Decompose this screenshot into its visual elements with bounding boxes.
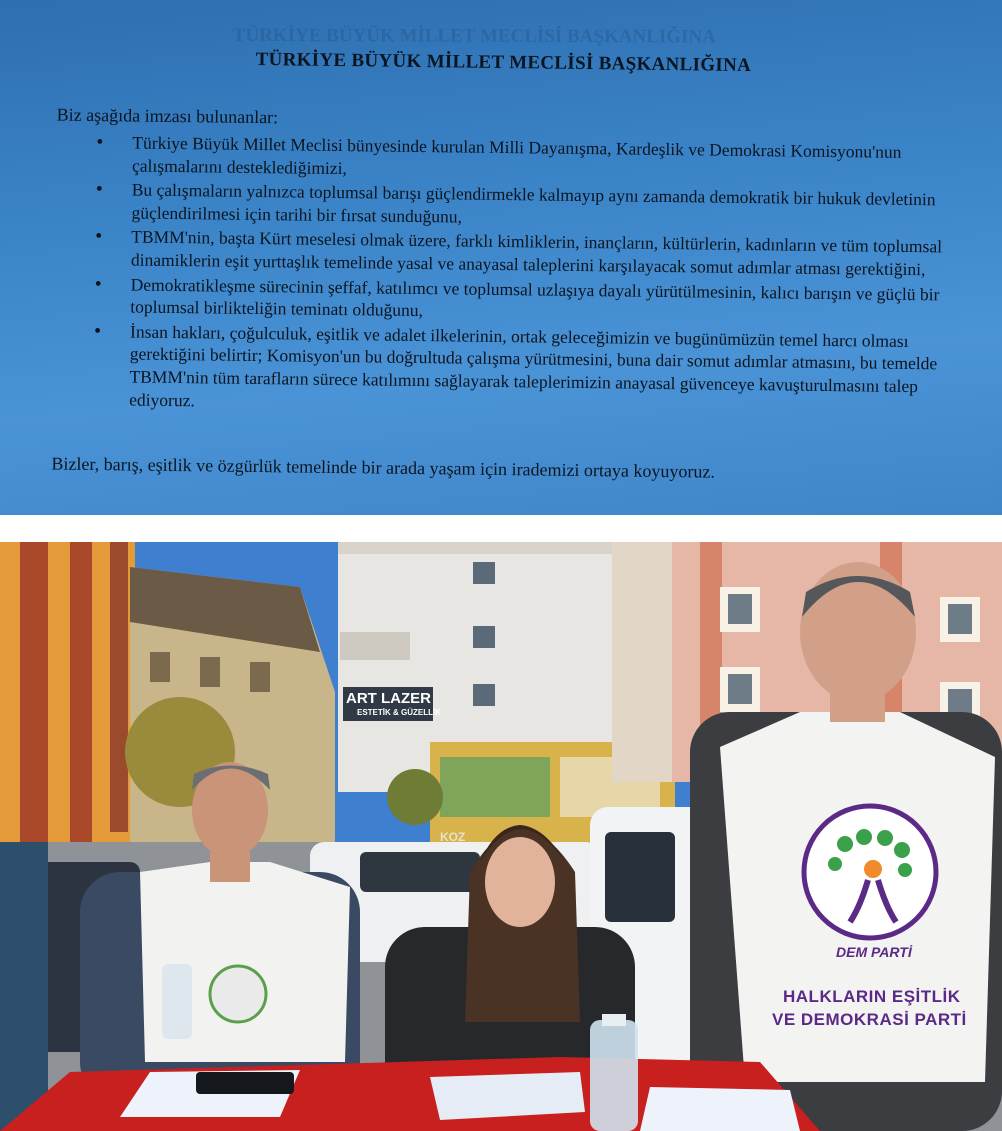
bleed-through-text: TÜRKİYE BÜYÜK MİLLET MECLİSİ BAŞKANLIĞINA (232, 24, 716, 48)
petition-closing: Bizler, barış, eşitlik ve özgürlük temelinde bir arada yaşam için irademizi ortaya koyuyoruz. (51, 453, 716, 482)
petition-item: • Türkiye Büyük Millet Meclisi bünyesinde kurulan Milli Dayanışma, Kardeşlik ve Demokrasi Komisyonu'nun çalışmalarını desteklediğimizi, (96, 131, 956, 187)
petition-item: • TBMM'nin, başta Kürt meselesi olmak üzere, farklı kimliklerin, inançların, kültürlerin, kadınların ve tüm toplumsal dinamiklerin eşit yurttaşlık temelinde yasal ve anayasal taleplerini karşılayacak somut adımlar atması gerektiğini, (95, 225, 955, 281)
divider (0, 515, 1002, 542)
petition-item: • Demokratikleşme sürecinin şeffaf, katılımcı ve toplumsal uzlaşıya dayalı yürütülmesinin, kalıcı barışın ve güçlü bir toplumsal birlikteliğin teminatı olduğunu, (94, 273, 954, 329)
mobile-phone (196, 1072, 294, 1094)
petition-document (0, 0, 1002, 515)
shop-sign-subtext: ESTETİK & GÜZELLİK (357, 708, 441, 717)
blue-panel (0, 842, 48, 1131)
street-photo (0, 542, 1002, 1131)
petition-title: TÜRKİYE BÜYÜK MİLLET MECLİSİ BAŞKANLIĞINA (255, 48, 752, 77)
vest-text-line2: VE DEMOKRASİ PARTİ (772, 1010, 967, 1029)
petition-item: • İnsan hakları, çoğulculuk, eşitlik ve adalet ilkelerinin, ortak geleceğimizin ve bugünümüzün temel harcı olması gerektiğini belirtir; Komisyon'un bu doğrultuda çalışma yürütmesini, buna dair somut adımlar atmasını, bu temelde TBMM'nin tüm tarafların sürece katılımını sağlayarak taleplerimizin anayasal güvenceye kavuşturulmasını talep ediyoruz. (93, 320, 954, 421)
vest-logo-text: DEM PARTİ (836, 944, 912, 960)
shop-sign-text: ART LAZER (346, 690, 431, 707)
water-bottle (590, 1020, 638, 1131)
petition-item: • Bu çalışmaların yalnızca toplumsal barışı güçlendirmekle kalmayıp aynı zamanda demokratik bir hukuk devletinin güçlendirilmesi için tarihi bir fırsat sunduğunu, (95, 178, 955, 234)
vest-text-line1: HALKLARIN EŞİTLİK (783, 987, 961, 1006)
store-sign-text: KOZ (440, 830, 466, 844)
petition-intro: Biz aşağıda imzası bulunanlar: (56, 104, 279, 128)
paper-middle (430, 1072, 585, 1120)
petition-page (0, 0, 1002, 515)
petition-items (93, 131, 956, 423)
paper-right (640, 1087, 800, 1131)
photo-illustration (0, 542, 1002, 1131)
